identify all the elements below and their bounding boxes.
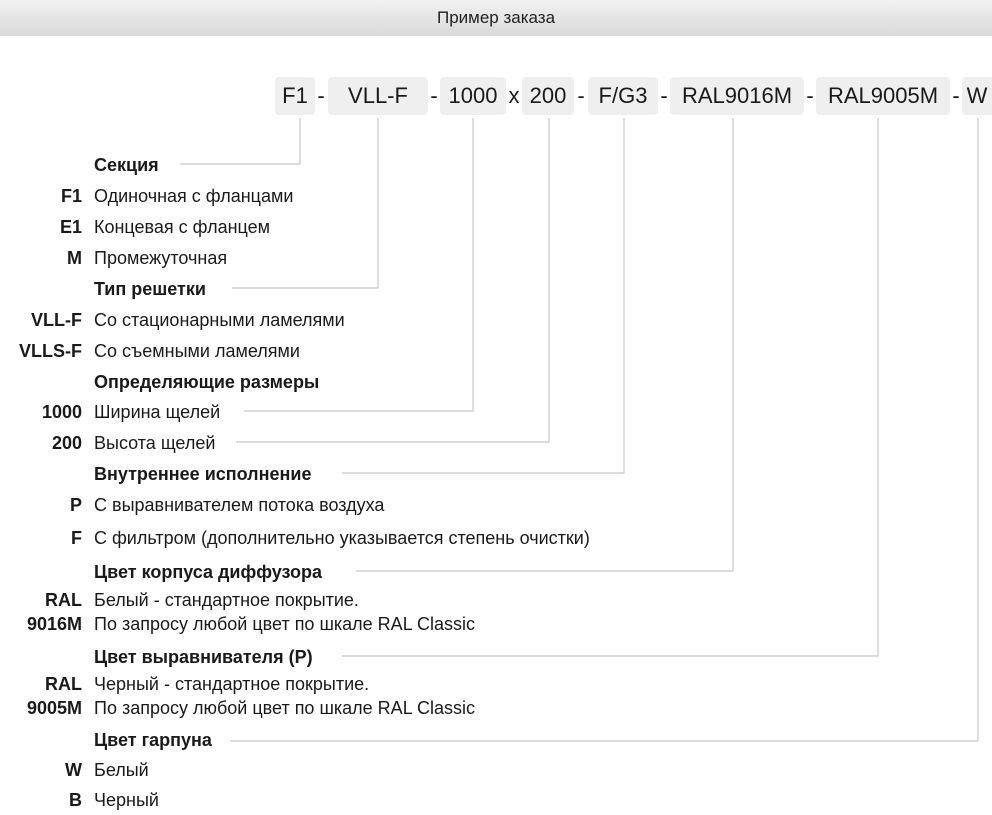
option-row [0, 307, 992, 333]
code-separator: - [430, 83, 438, 108]
option-row [0, 787, 992, 813]
option-code: RAL [45, 590, 82, 610]
option-desc: Высота щелей [94, 430, 221, 456]
option-desc: Одиночная с фланцами [94, 186, 294, 206]
option-desc: Со съемными ламелями [94, 341, 300, 361]
code-segment-section: F1 [275, 77, 315, 115]
code-separator: - [806, 83, 814, 108]
code-segment-internal: F/G3 [588, 77, 658, 115]
code-segment-body-color: RAL9016M [670, 77, 804, 115]
code-separator: - [317, 83, 325, 108]
dimensions-heading: Определяющие размеры [94, 369, 325, 395]
code-separator: - [577, 83, 585, 108]
code-separator: - [952, 83, 960, 108]
code-segment-grille: VLL-F [328, 77, 428, 115]
option-desc: Со стационарными ламелями [94, 310, 345, 330]
option-row [0, 245, 992, 271]
option-row [0, 338, 992, 364]
option-code: P [69, 495, 82, 515]
option-row [0, 492, 992, 518]
option-row [0, 757, 992, 783]
internal-heading: Внутреннее исполнение [94, 461, 317, 487]
code-separator: - [660, 83, 668, 108]
option-row [0, 183, 992, 209]
option-desc: Белый - стандартное покрытие. [94, 590, 359, 610]
option-desc: С фильтром (дополнительно указывается степень очистки) [94, 528, 590, 548]
option-code: B [69, 790, 82, 810]
section-heading: Секция [94, 152, 165, 178]
internal-heading-row [0, 461, 992, 487]
option-row [0, 430, 992, 456]
dimensions-heading-row [0, 369, 992, 395]
option-desc: По запросу любой цвет по шкале RAL Classic [94, 698, 476, 718]
option-desc: Черный - стандартное покрытие. [94, 674, 370, 694]
code-segment-width: 1000 [440, 77, 506, 115]
option-code: 200 [51, 433, 82, 453]
code-segment-height: 200 [522, 77, 574, 115]
code-separator: x [508, 83, 520, 108]
option-code: VLL-F [31, 310, 82, 330]
grille-heading-row [0, 276, 992, 302]
option-row [0, 399, 992, 425]
option-row [0, 214, 992, 240]
option-desc: Черный [94, 790, 159, 810]
option-desc: Ширина щелей [94, 399, 226, 425]
option-desc: Белый [94, 760, 149, 780]
option-row [0, 672, 992, 720]
body-color-heading: Цвет корпуса диффузора [94, 559, 328, 585]
option-code: 9016M [26, 614, 82, 634]
option-row [0, 588, 992, 636]
option-code: W [65, 760, 82, 780]
section-heading-row [0, 152, 992, 178]
option-desc: С выравнивателем потока воздуха [94, 495, 385, 515]
option-code: M [67, 248, 82, 268]
body-color-heading-row [0, 559, 992, 585]
option-code: F [71, 528, 82, 548]
harpoon-color-heading-row [0, 727, 992, 753]
option-code: E1 [59, 217, 82, 237]
page-title: Пример заказа [436, 8, 556, 27]
option-code: F1 [60, 186, 82, 206]
code-segment-equalizer-color: RAL9005M [816, 77, 950, 115]
equalizer-color-heading-row [0, 644, 992, 670]
option-code: 9005M [26, 698, 82, 718]
option-desc: Концевая с фланцем [94, 217, 271, 237]
option-code: VLLS-F [19, 341, 82, 361]
option-row [0, 525, 992, 551]
option-desc: По запросу любой цвет по шкале RAL Classic [94, 614, 476, 634]
equalizer-color-heading: Цвет выравнивателя (Р) [94, 644, 319, 670]
code-segment-harpoon-color: W [962, 77, 992, 115]
grille-heading: Тип решетки [94, 276, 212, 302]
option-code: 1000 [41, 402, 82, 422]
harpoon-color-heading: Цвет гарпуна [94, 727, 218, 753]
option-desc: Промежуточная [94, 248, 228, 268]
option-code: RAL [45, 674, 82, 694]
